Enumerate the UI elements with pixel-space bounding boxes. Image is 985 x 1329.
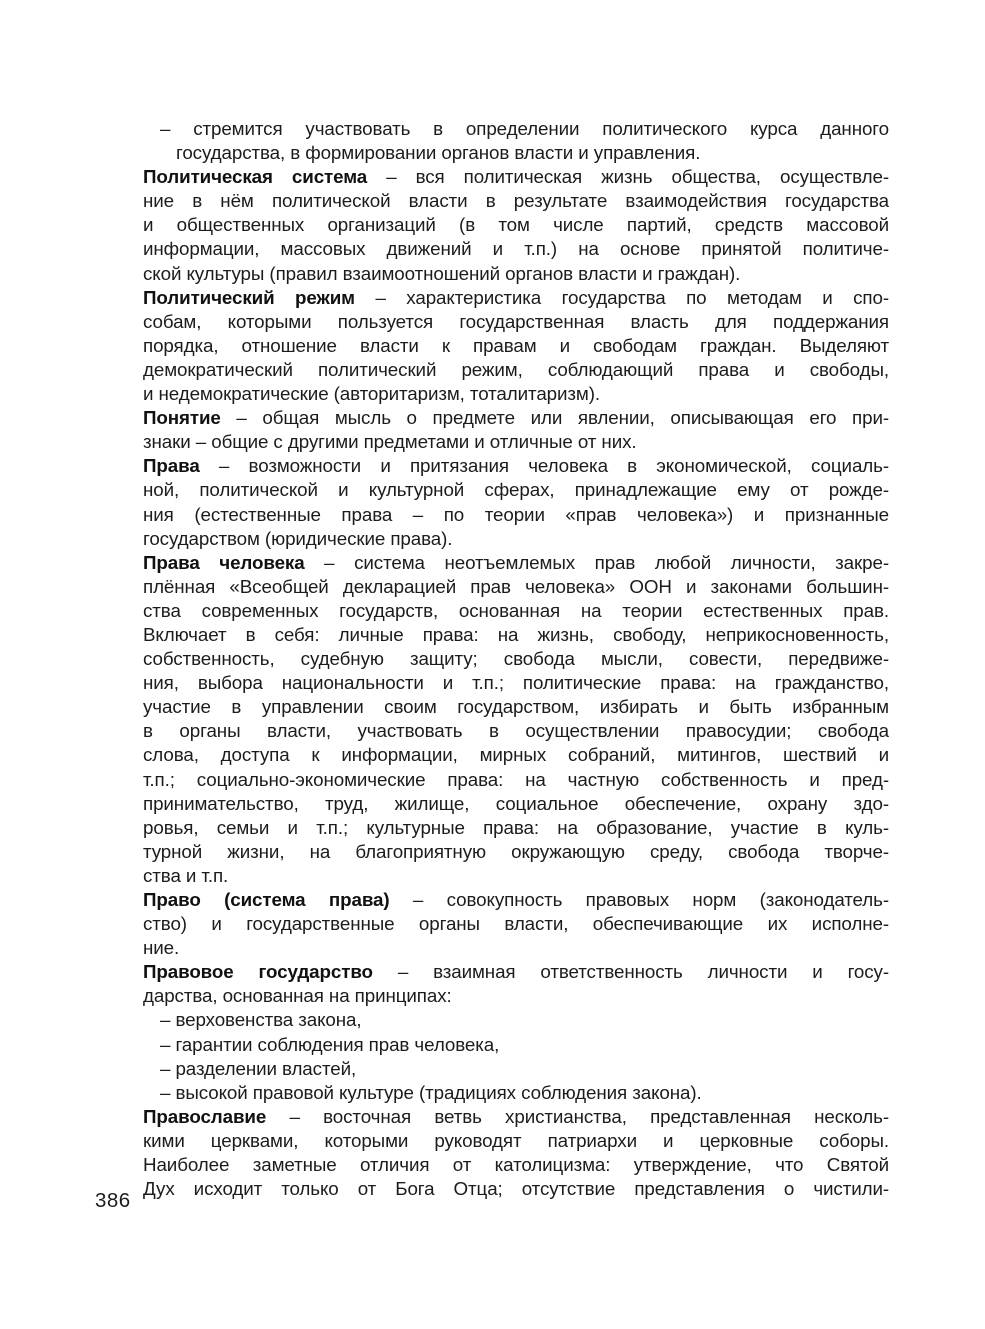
text-line <box>143 382 889 406</box>
line-text: Дух исходит только от Бога Отца; отсутствие представления о чистили- <box>143 1178 889 1200</box>
line-text: Наиболее заметные отличия от католицизма: утверждение, что Святой <box>143 1154 889 1176</box>
line-text: – система неотъемлемых прав любой личности, закре- <box>304 551 889 573</box>
line-text: ние в нём политической власти в результате взаимодействия государства <box>143 190 889 212</box>
line-text: ния (естественные права – по теории «прав человека») и признанные <box>143 503 889 525</box>
line-text: ской культуры (правил взаимоотношений органов власти и граждан). <box>143 262 741 284</box>
text-line <box>143 575 889 599</box>
glossary-entry-continuation-list-item <box>143 117 889 165</box>
line-text: – общая мысль о предмете или явлении, описывающая его при- <box>220 407 889 429</box>
text-line <box>143 286 889 310</box>
glossary-entry-politicheskiy-rezhim <box>143 286 889 406</box>
line-text: плённая «Всеобщей декларацией прав человека» ООН и законами большин- <box>143 575 889 597</box>
line-text: – разделении властей, <box>160 1057 357 1079</box>
text-line <box>143 960 889 984</box>
glossary-entry-ponyatie <box>143 406 889 454</box>
line-text: знаки – общие с другими предметами и отличные от них. <box>143 431 637 453</box>
glossary-entry-prava-cheloveka <box>143 551 889 888</box>
text-line <box>143 237 889 261</box>
line-text: турной жизни, на благоприятную окружающую среду, свобода творче- <box>143 840 889 862</box>
text-line <box>143 792 889 816</box>
text-line <box>143 1057 889 1081</box>
text-line <box>143 816 889 840</box>
line-text: ной, политической и культурной сферах, принадлежащие ему от рожде- <box>143 479 889 501</box>
text-line <box>143 189 889 213</box>
line-text: ния, выбора национальности и т.п.; политические права: на гражданство, <box>143 672 889 694</box>
text-line <box>143 1081 889 1105</box>
glossary-term: Православие <box>143 1105 267 1127</box>
text-block <box>143 117 889 1201</box>
glossary-term: Понятие <box>143 407 221 429</box>
text-line <box>143 599 889 623</box>
line-text: ние. <box>143 937 180 959</box>
text-line <box>143 551 889 575</box>
text-line <box>143 695 889 719</box>
glossary-entry-prava <box>143 454 889 550</box>
text-line <box>143 671 889 695</box>
line-text: порядка, отношение власти к правам и свободам граждан. Выделяют <box>143 334 889 356</box>
glossary-term: Права <box>143 455 200 477</box>
glossary-term: Права человека <box>143 551 305 573</box>
text-line <box>143 117 889 141</box>
line-text: и недемократические (авторитаризм, тоталитаризм). <box>143 383 601 405</box>
text-line <box>143 165 889 189</box>
text-line <box>143 719 889 743</box>
line-text: ства и т.п. <box>143 864 229 886</box>
text-line <box>143 454 889 478</box>
line-text: ства современных государств, основанная на теории естественных прав. <box>143 599 889 621</box>
text-line <box>143 1008 889 1032</box>
line-text: – стремится участвовать в определении политического курса данного <box>160 118 889 139</box>
line-text: информации, массовых движений и т.п.) на основе принятой политиче- <box>143 238 889 260</box>
line-text: слова, доступа к информации, мирных собраний, митингов, шествий и <box>143 744 889 766</box>
line-text: государством (юридические права). <box>143 527 453 549</box>
line-text: т.п.; социально-экономические права: на частную собственность и пред- <box>143 768 889 790</box>
line-text: – вся политическая жизнь общества, осуществле- <box>367 166 889 188</box>
line-text: – взаимная ответственность личности и госу- <box>372 961 889 983</box>
glossary-entry-pravoslavie <box>143 1105 889 1201</box>
page-number: 386 <box>95 1189 131 1212</box>
line-text: государства, в формировании органов власти и управления. <box>176 142 701 164</box>
line-text: демократический политический режим, соблюдающий права и свободы, <box>143 358 889 380</box>
text-line <box>143 527 889 551</box>
line-text: в органы власти, участвовать в осуществлении правосудии; свобода <box>143 720 889 742</box>
text-line <box>143 1129 889 1153</box>
text-line <box>143 888 889 912</box>
line-text: – гарантии соблюдения прав человека, <box>160 1033 500 1055</box>
text-line <box>143 262 889 286</box>
line-text: ство) и государственные органы власти, обеспечивающие их исполне- <box>143 913 889 935</box>
line-text: – высокой правовой культуре (традициях соблюдения закона). <box>160 1081 702 1103</box>
glossary-entry-politicheskaya-sistema <box>143 165 889 285</box>
line-text: собственность, судебную защиту; свобода мысли, совести, передвиже- <box>143 648 889 670</box>
line-text: и общественных организаций (в том числе партий, средств массовой <box>143 214 889 236</box>
text-line <box>143 984 889 1008</box>
text-line <box>143 141 889 165</box>
text-line <box>143 623 889 647</box>
text-line <box>143 358 889 382</box>
text-line <box>143 310 889 334</box>
line-text: принимательство, труд, жилище, социальное обеспечение, охрану здо- <box>143 792 889 814</box>
line-text: – совокупность правовых норм (законодатель- <box>389 889 889 910</box>
line-text: ровья, семьи и т.п.; культурные права: на образование, участие в куль- <box>143 816 889 838</box>
text-line <box>143 912 889 936</box>
text-line <box>143 1177 889 1201</box>
line-text: – возможности и притязания человека в экономической, социаль- <box>199 455 889 477</box>
text-line <box>143 647 889 671</box>
line-text: собам, которыми пользуется государственная власть для поддержания <box>143 310 889 332</box>
line-text: – верховенства закона, <box>160 1009 362 1031</box>
line-text: участие в управлении своим государством, избирать и быть избранным <box>143 696 889 718</box>
text-line <box>143 1033 889 1057</box>
line-text: – характеристика государства по методам и спо- <box>354 286 889 308</box>
glossary-term: Политический режим <box>143 286 355 308</box>
glossary-entry-pravovoe-gosudarstvo <box>143 960 889 1105</box>
text-line <box>143 1153 889 1177</box>
text-line <box>143 840 889 864</box>
text-line <box>143 936 889 960</box>
text-line <box>143 1105 889 1129</box>
glossary-entry-pravo-sistema-prava <box>143 888 889 960</box>
text-line <box>143 478 889 502</box>
line-text: дарства, основанная на принципах: <box>143 985 452 1007</box>
glossary-term: Политическая система <box>143 166 368 188</box>
text-line <box>143 503 889 527</box>
text-line <box>143 864 889 888</box>
glossary-term: Право (система права) <box>143 889 390 910</box>
line-text: кими церквами, которыми руководят патриархи и церковные соборы. <box>143 1129 889 1151</box>
text-line <box>143 743 889 767</box>
text-line <box>143 213 889 237</box>
glossary-term: Правовое государство <box>143 961 373 983</box>
text-line <box>143 334 889 358</box>
text-line <box>143 406 889 430</box>
line-text: – восточная ветвь христианства, представленная несколь- <box>266 1105 889 1127</box>
text-line <box>143 768 889 792</box>
text-line <box>143 430 889 454</box>
line-text: Включает в себя: личные права: на жизнь, свободу, неприкосновенность, <box>143 623 889 645</box>
